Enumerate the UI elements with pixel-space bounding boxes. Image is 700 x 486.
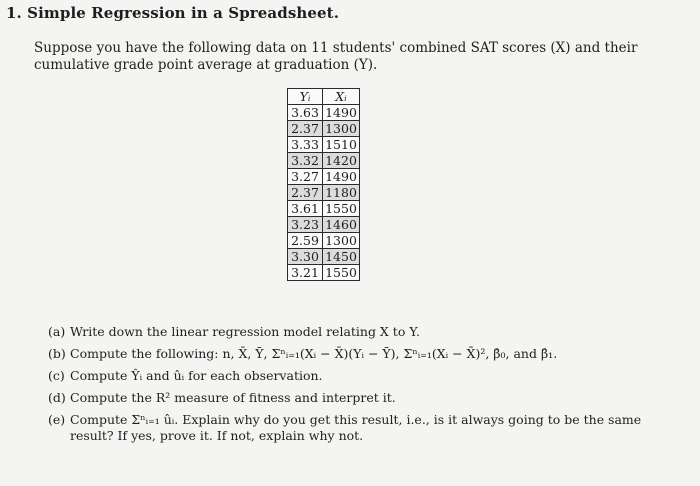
question-letter: (a)	[48, 324, 66, 339]
question-d	[48, 390, 648, 406]
question-letter: (e)	[48, 412, 66, 427]
question-a	[48, 324, 648, 340]
cell-x: 1490	[323, 169, 360, 185]
cell-x: 1550	[323, 201, 360, 217]
question-letter: (c)	[48, 368, 65, 383]
table-row	[288, 121, 360, 137]
cell-y: 3.27	[288, 169, 323, 185]
cell-x: 1490	[323, 105, 360, 121]
question-list	[48, 324, 648, 450]
cell-y: 3.33	[288, 137, 323, 153]
cell-y: 3.63	[288, 105, 323, 121]
cell-y: 3.32	[288, 153, 323, 169]
cell-y: 2.37	[288, 185, 323, 201]
cell-x: 1420	[323, 153, 360, 169]
question-text: Compute Ŷᵢ and ûᵢ for each observation.	[70, 368, 323, 383]
cell-x: 1510	[323, 137, 360, 153]
question-c	[48, 368, 648, 384]
question-b	[48, 346, 648, 362]
question-text: Compute Σⁿᵢ₌₁ ûᵢ. Explain why do you get this result, i.e., is it always going to be the same	[70, 412, 642, 427]
table-row	[288, 105, 360, 121]
table-row	[288, 265, 360, 281]
cell-y: 3.30	[288, 249, 323, 265]
column-header-x: Xᵢ	[323, 89, 360, 105]
cell-x: 1180	[323, 185, 360, 201]
question-text: Compute the following: n, X̄, Ȳ, Σⁿᵢ₌₁(Xᵢ − X̄)(Yᵢ − Ȳ), Σⁿᵢ₌₁(Xᵢ − X̄)², β̂₀, and β̂₁.	[70, 346, 558, 361]
table-header-row	[288, 89, 360, 105]
cell-x: 1550	[323, 265, 360, 281]
cell-y: 2.59	[288, 233, 323, 249]
cell-y: 2.37	[288, 121, 323, 137]
table-row	[288, 217, 360, 233]
question-text: Write down the linear regression model relating X to Y.	[70, 324, 420, 339]
data-table	[287, 88, 360, 281]
cell-x: 1460	[323, 217, 360, 233]
cell-x: 1450	[323, 249, 360, 265]
table-row	[288, 169, 360, 185]
cell-y: 3.23	[288, 217, 323, 233]
question-letter: (b)	[48, 346, 66, 361]
table-row	[288, 185, 360, 201]
question-letter: (d)	[48, 390, 66, 405]
problem-title: 1. Simple Regression in a Spreadsheet.	[6, 4, 340, 22]
table-row	[288, 201, 360, 217]
table-row	[288, 249, 360, 265]
column-header-y: Yᵢ	[288, 89, 323, 105]
cell-x: 1300	[323, 233, 360, 249]
table-row	[288, 137, 360, 153]
cell-y: 3.61	[288, 201, 323, 217]
question-e	[48, 412, 648, 444]
question-text: Compute the R² measure of fitness and interpret it.	[70, 390, 396, 405]
cell-y: 3.21	[288, 265, 323, 281]
cell-x: 1300	[323, 121, 360, 137]
table-row	[288, 233, 360, 249]
problem-intro: Suppose you have the following data on 11 students' combined SAT scores (X) and their cumulative grade point average at graduation (Y).	[34, 40, 638, 73]
question-text-continuation: result? If yes, prove it. If not, explain why not.	[70, 428, 364, 443]
table-row	[288, 153, 360, 169]
